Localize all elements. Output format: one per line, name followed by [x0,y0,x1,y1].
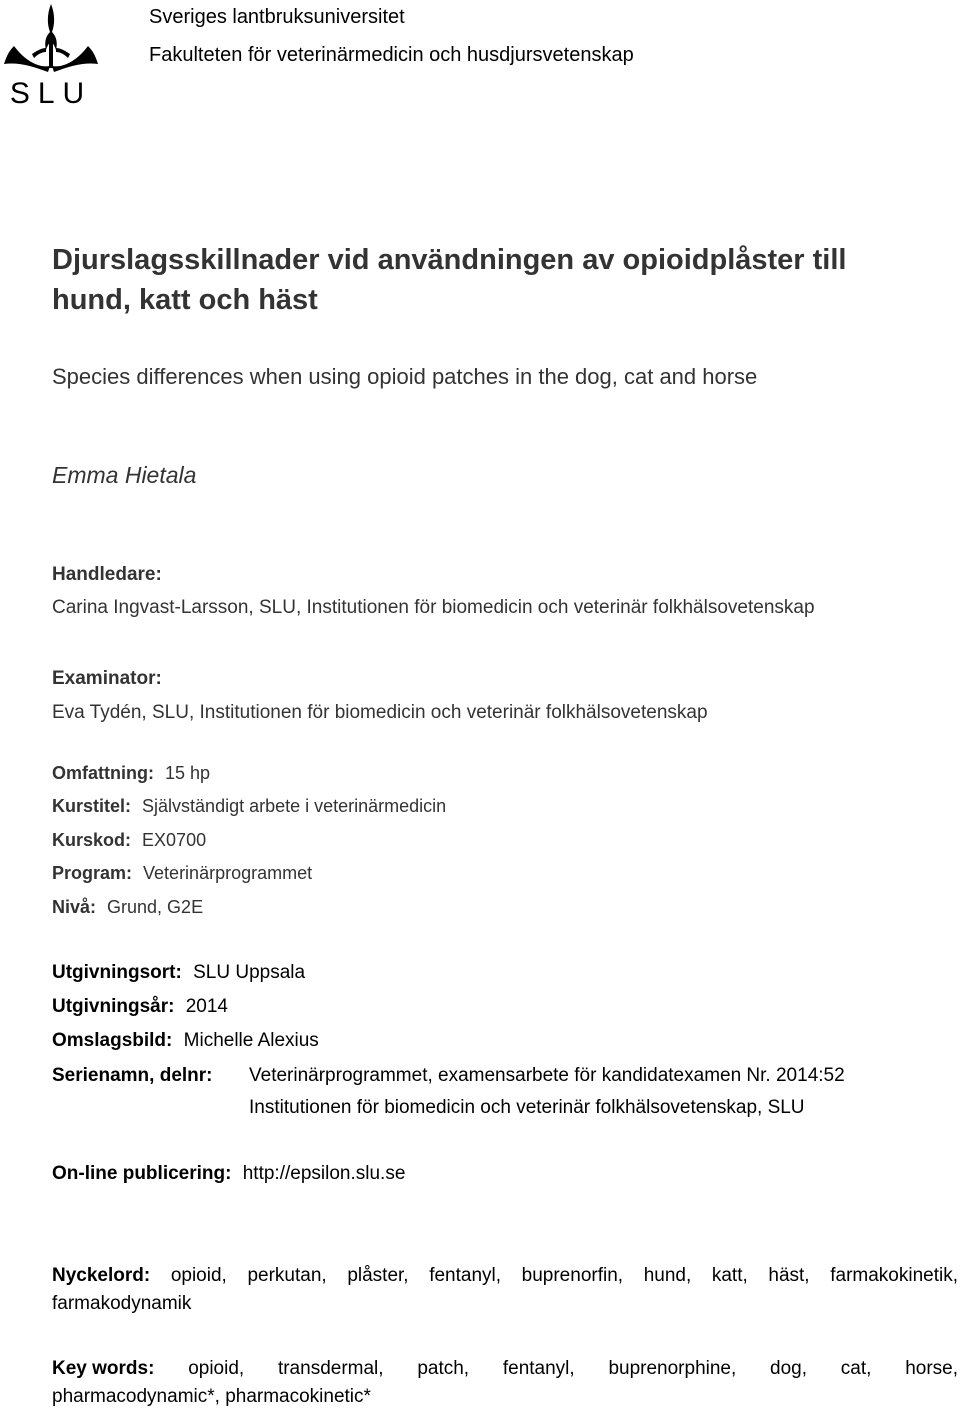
pub-value: 2014 [185,996,229,1017]
online-link[interactable]: http://epsilon.slu.se [242,1163,406,1184]
keyword: dog, [770,1358,808,1379]
keyword: buprenorphine, [608,1358,737,1379]
thesis-title [52,240,846,320]
series-label: Serienamn, delnr: [52,1065,213,1086]
pub-row-year [52,996,228,1018]
supervisor-value: Carina Ingvast-Larsson, SLU, Institutionen för biomedicin och veterinär folkhälsovetenskap [52,597,815,618]
course-value: 15 hp [165,763,211,783]
keyword: transdermal, [277,1358,384,1379]
course-row-code [52,830,206,851]
course-label: Omfattning: [52,763,154,783]
keywords-sv-line-2: farmakodynamik [52,1293,192,1314]
course-row-title [52,796,446,817]
pub-label: Omslagsbild: [52,1030,173,1051]
pub-value: Michelle Alexius [183,1030,319,1051]
keywords-sv-line-1 [52,1265,958,1287]
keyword: cat, [840,1358,872,1379]
series-line-2: Institutionen för biomedicin och veterinär folkhälsovetenskap, SLU [249,1097,805,1118]
pub-row-cover [52,1030,319,1052]
keyword: hund, [643,1265,692,1286]
faculty-name: Fakulteten för veterinärmedicin och husdjursvetenskap [149,44,634,66]
course-row-program [52,863,312,884]
logo-text: SLU [9,77,93,106]
author-name: Emma Hietala [52,462,197,488]
thesis-subtitle: Species differences when using opioid patches in the dog, cat and horse [52,364,758,389]
pub-label: Utgivningsort: [52,962,182,983]
online-row [52,1163,405,1185]
university-name: Sveriges lantbruksuniversitet [149,6,405,28]
supervisor-label: Handledare: [52,564,162,585]
course-label: Nivå: [52,897,97,917]
series-line-1: Veterinärprogrammet, examensarbete för kandidatexamen Nr. 2014:52 [249,1065,845,1086]
keywords-en-label: Key words: [52,1358,155,1379]
course-row-scope [52,763,210,784]
course-label: Kurskod: [52,830,132,850]
examiner-label: Examinator: [52,668,162,689]
keyword: farmakokinetik, [830,1265,958,1286]
keyword: häst, [768,1265,810,1286]
course-value: Veterinärprogrammet [143,863,313,883]
keyword: plåster, [347,1265,409,1286]
keyword: opioid, [188,1358,245,1379]
keywords-en-line-1 [52,1358,958,1380]
title-line-1: Djurslagsskillnader vid användningen av opioidplåster till [52,244,847,276]
course-label: Kurstitel: [52,796,132,816]
course-value: EX0700 [142,830,207,850]
online-label: On-line publicering: [52,1163,232,1184]
pub-row-place [52,962,305,984]
keywords-sv-label: Nyckelord: [52,1265,151,1286]
course-value: Grund, G2E [107,897,204,917]
keyword: katt, [711,1265,748,1286]
pub-label: Utgivningsår: [52,996,175,1017]
keyword: horse, [905,1358,958,1379]
keyword: patch, [417,1358,470,1379]
keyword: fentanyl, [429,1265,502,1286]
examiner-value: Eva Tydén, SLU, Institutionen för biomedicin och veterinär folkhälsovetenskap [52,702,708,723]
course-label: Program: [52,863,133,883]
keyword: perkutan, [247,1265,327,1286]
keyword: buprenorfin, [521,1265,624,1286]
keyword: fentanyl, [502,1358,575,1379]
keyword: opioid, [170,1265,227,1286]
course-value: Självständigt arbete i veterinärmedicin [142,796,447,816]
keywords-en-line-2: pharmacodynamic*, pharmacokinetic* [52,1386,371,1407]
slu-logo [2,2,100,106]
title-line-2: hund, katt och häst [52,284,318,316]
pub-value: SLU Uppsala [193,962,306,983]
course-row-level [52,897,203,918]
